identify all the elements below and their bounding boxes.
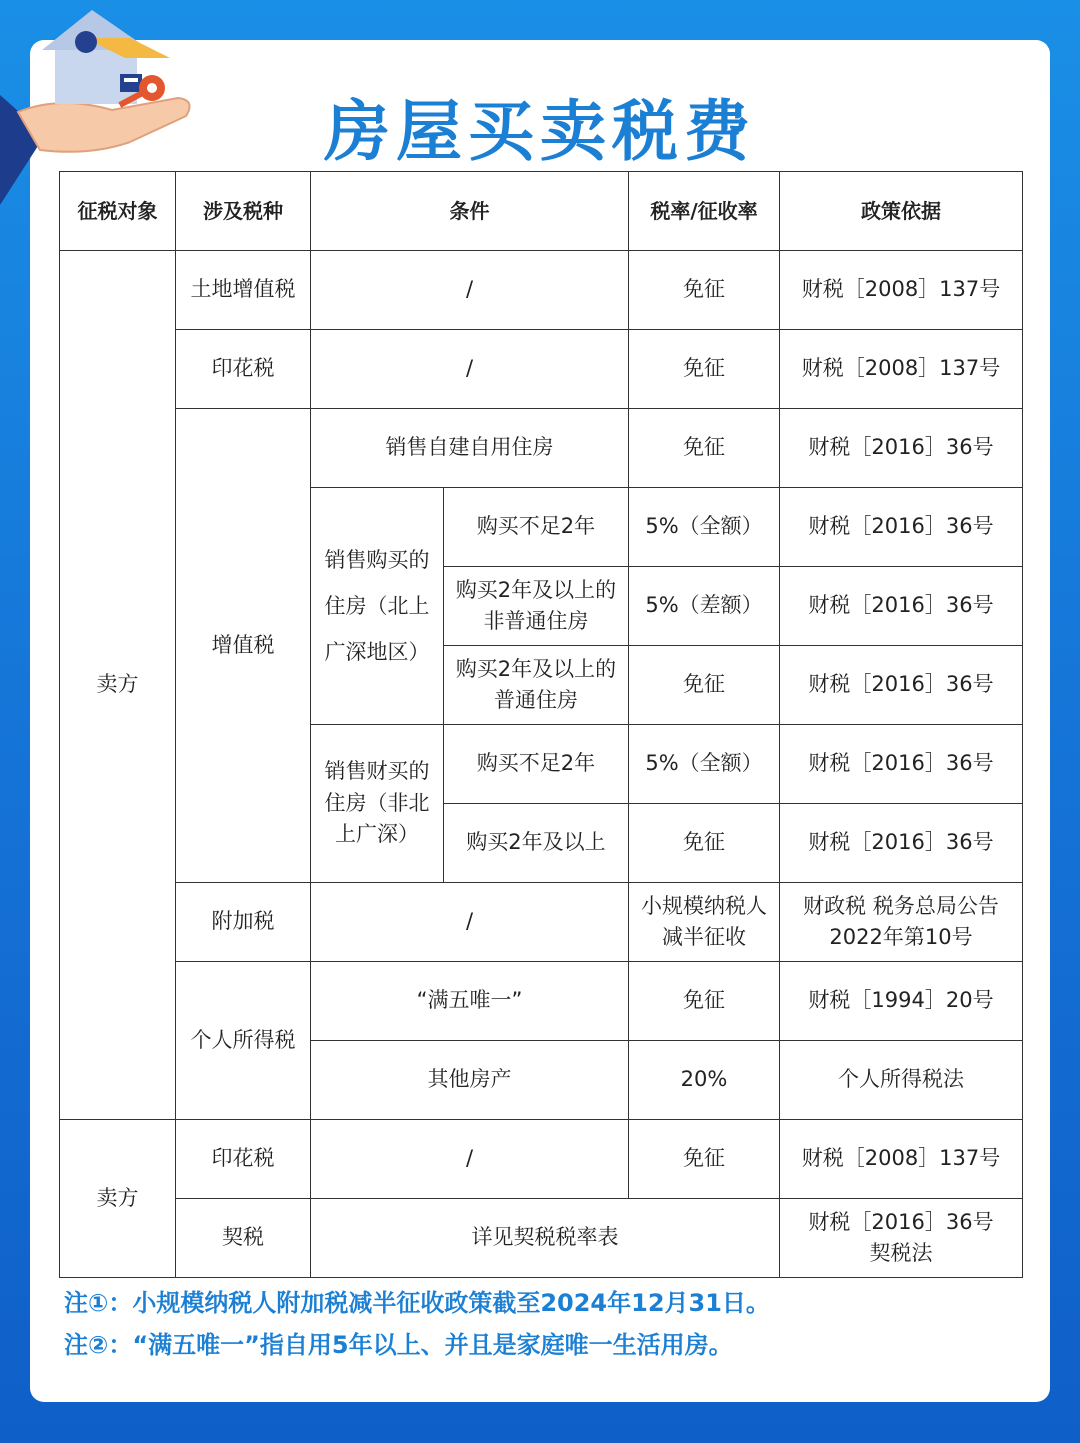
- rate-cell: 5%（全额）: [629, 725, 780, 804]
- rate-cell: 5%（全额）: [629, 488, 780, 567]
- note-2: 注②：“满五唯一”指自用5年以上、并且是家庭唯一生活用房。: [64, 1331, 733, 1359]
- rate-cell: 免征: [629, 251, 780, 330]
- rate-cell: 小规模纳税人减半征收: [629, 883, 780, 962]
- basis-cell: 财税［2016］36号: [780, 804, 1023, 883]
- condition-cell: 购买不足2年: [444, 488, 629, 567]
- basis-cell: 财税［1994］20号: [780, 962, 1023, 1041]
- basis-line: 财税［2016］36号: [808, 1209, 994, 1234]
- table-row: [60, 409, 1023, 488]
- page-title: 房屋买卖税费: [324, 92, 756, 170]
- basis-cell: 个人所得税法: [780, 1041, 1023, 1120]
- basis-cell: 财税［2016］36号: [780, 488, 1023, 567]
- region-label-tier1: 销售购买的住房（北上广深地区）: [311, 488, 444, 725]
- basis-cell: 财税［2016］36号: [780, 646, 1023, 725]
- rate-cell: 免征: [629, 804, 780, 883]
- table-row: [60, 962, 1023, 1041]
- condition-cell: /: [311, 330, 629, 409]
- rate-cell: 免征: [629, 962, 780, 1041]
- condition-cell: /: [311, 251, 629, 330]
- header-subject: 征税对象: [60, 172, 176, 251]
- basis-cell: 财税［2016］36号: [780, 409, 1023, 488]
- rate-cell: 免征: [629, 1120, 780, 1199]
- tax-type-cell: 土地增值税: [176, 251, 311, 330]
- seller-label: 卖方: [60, 251, 176, 1120]
- condition-cell: “满五唯一”: [311, 962, 629, 1041]
- region-label-other: 销售财买的住房（非北上广深）: [311, 725, 444, 883]
- header-basis: 政策依据: [780, 172, 1023, 251]
- basis-line: 契税法: [869, 1241, 933, 1265]
- condition-cell: /: [311, 1120, 629, 1199]
- table-row: [60, 883, 1023, 962]
- table-row: [60, 1120, 1023, 1199]
- table-row: [60, 251, 1023, 330]
- basis-cell: 财税［2016］36号: [780, 725, 1023, 804]
- tax-table: [59, 171, 1023, 1278]
- rate-cell: 免征: [629, 646, 780, 725]
- notes: [64, 1282, 1024, 1366]
- condition-cell: 购买不足2年: [444, 725, 629, 804]
- rate-cell: 5%（差额）: [629, 567, 780, 646]
- condition-cell: 购买2年及以上的普通住房: [444, 646, 629, 725]
- tax-type-cell: 增值税: [176, 409, 311, 883]
- condition-cell: 其他房产: [311, 1041, 629, 1120]
- table-row: [60, 330, 1023, 409]
- condition-cell: 销售自建自用住房: [311, 409, 629, 488]
- note-1: 注①：小规模纳税人附加税减半征收政策截至2024年12月31日。: [64, 1289, 770, 1317]
- condition-cell: 购买2年及以上的非普通住房: [444, 567, 629, 646]
- basis-cell: 财税［2008］137号: [780, 251, 1023, 330]
- table-row: [60, 1199, 1023, 1278]
- tax-type-cell: 印花税: [176, 330, 311, 409]
- buyer-label: 卖方: [60, 1120, 176, 1278]
- basis-cell: 财税［2008］137号: [780, 330, 1023, 409]
- rate-cell: 20%: [629, 1041, 780, 1120]
- rate-cell: 免征: [629, 409, 780, 488]
- basis-cell: 财税［2016］36号: [780, 567, 1023, 646]
- header-condition: 条件: [311, 172, 629, 251]
- condition-cell: 详见契税税率表: [311, 1199, 780, 1278]
- tax-type-cell: 契税: [176, 1199, 311, 1278]
- header-tax-type: 涉及税种: [176, 172, 311, 251]
- basis-cell: 财政税 税务总局公告2022年第10号: [780, 883, 1023, 962]
- tax-type-cell: 附加税: [176, 883, 311, 962]
- tax-type-cell: 个人所得税: [176, 962, 311, 1120]
- basis-cell: [780, 1199, 1023, 1278]
- condition-cell: 购买2年及以上: [444, 804, 629, 883]
- rate-cell: 免征: [629, 330, 780, 409]
- basis-cell: 财税［2008］137号: [780, 1120, 1023, 1199]
- table-header-row: [60, 172, 1023, 251]
- header-rate: 税率/征收率: [629, 172, 780, 251]
- condition-cell: /: [311, 883, 629, 962]
- tax-type-cell: 印花税: [176, 1120, 311, 1199]
